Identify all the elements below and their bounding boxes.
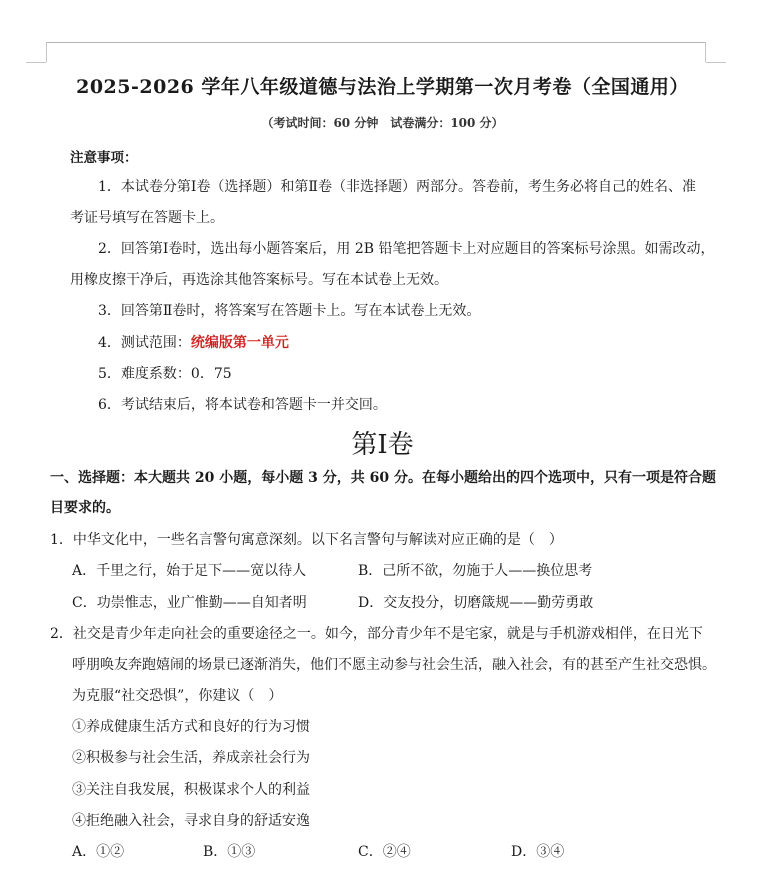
question-2-option-b: B．①③	[203, 844, 256, 860]
notice-item-3: 3．回答第Ⅱ卷时，将答案写在答题卡上。写在本试卷上无效。	[98, 303, 481, 319]
notice-heading: 注意事项：	[70, 150, 138, 166]
question-2-option-d: D．③④	[511, 844, 565, 860]
question-1-option-c: C．功崇惟志，业广惟勤——自知者明	[72, 595, 307, 611]
section-instructions-line-1: 一、选择题：本大题共 20 小题，每小题 3 分，共 60 分。在每小题给出的四个选项中，只有一项是符合题	[50, 470, 716, 486]
notice-item-6: 6．考试结束后，将本试卷和答题卡一并交回。	[98, 397, 387, 413]
notice-item-2-line-2: 用橡皮擦干净后，再选涂其他答案标号。写在本试卷上无效。	[70, 272, 448, 288]
question-1-stem: 1．中华文化中，一些名言警句寓意深刻。以下名言警句与解读对应正确的是（ ）	[50, 532, 563, 548]
question-2-option-c: C．②④	[358, 844, 411, 860]
question-2-option-a: A．①②	[72, 844, 125, 860]
page-corner-mark-left-h	[26, 62, 46, 63]
page-corner-mark-right	[705, 42, 706, 62]
notice-item-2-line-1: 2．回答第Ⅰ卷时，选出每小题答案后，用 2B 铅笔把答题卡上对应题目的答案标号涂黑。如需改动，	[98, 241, 715, 257]
page-top-border	[46, 42, 706, 43]
question-1-option-b: B．己所不欲，勿施于人——换位思考	[358, 563, 593, 579]
page-corner-mark-right-h	[706, 62, 726, 63]
question-2-stem-line-2: 呼朋唤友奔跑嬉闹的场景已逐渐消失，他们不愿主动参与社会生活，融入社会，有的甚至产生社交恐惧。	[72, 657, 716, 673]
question-2-statement-2: ②积极参与社会生活，养成亲社会行为	[72, 750, 310, 766]
section-instructions-line-2: 目要求的。	[50, 500, 120, 516]
volume-title: 第Ⅰ卷	[351, 430, 414, 460]
notice-item-1-line-1: 1．本试卷分第Ⅰ卷（选择题）和第Ⅱ卷（非选择题）两部分。答卷前，考生务必将自己的姓名、准	[98, 179, 696, 195]
test-scope-value: 统编版第一单元	[190, 335, 289, 351]
question-2-statement-4: ④拒绝融入社会，寻求自身的舒适安逸	[72, 813, 310, 829]
exam-subtitle: （考试时间：60 分钟 试卷满分：100 分）	[261, 116, 504, 130]
page-corner-mark-left	[46, 42, 47, 62]
question-2-statement-3: ③关注自我发展，积极谋求个人的利益	[72, 782, 310, 798]
notice-item-4-label: 4．测试范围：	[98, 335, 191, 351]
question-1-option-a: A．千里之行，始于足下——宽以待人	[72, 563, 307, 579]
exam-title: 2025-2026 学年八年级道德与法治上学期第一次月考卷（全国通用）	[76, 76, 689, 98]
question-2-stem-line-3: 为克服“社交恐惧”，你建议（ ）	[72, 688, 283, 704]
question-2-statement-1: ①养成健康生活方式和良好的行为习惯	[72, 719, 310, 735]
notice-item-1-line-2: 考证号填写在答题卡上。	[70, 210, 224, 226]
question-2-stem-line-1: 2．社交是青少年走向社会的重要途径之一。如今，部分青少年不是宅家，就是与手机游戏相伴，在日光下	[50, 626, 703, 642]
question-1-option-d: D．交友投分，切磨箴规——勤劳勇敢	[358, 595, 594, 611]
notice-item-5: 5．难度系数：0．75	[98, 366, 232, 382]
notice-item-4	[98, 334, 289, 352]
